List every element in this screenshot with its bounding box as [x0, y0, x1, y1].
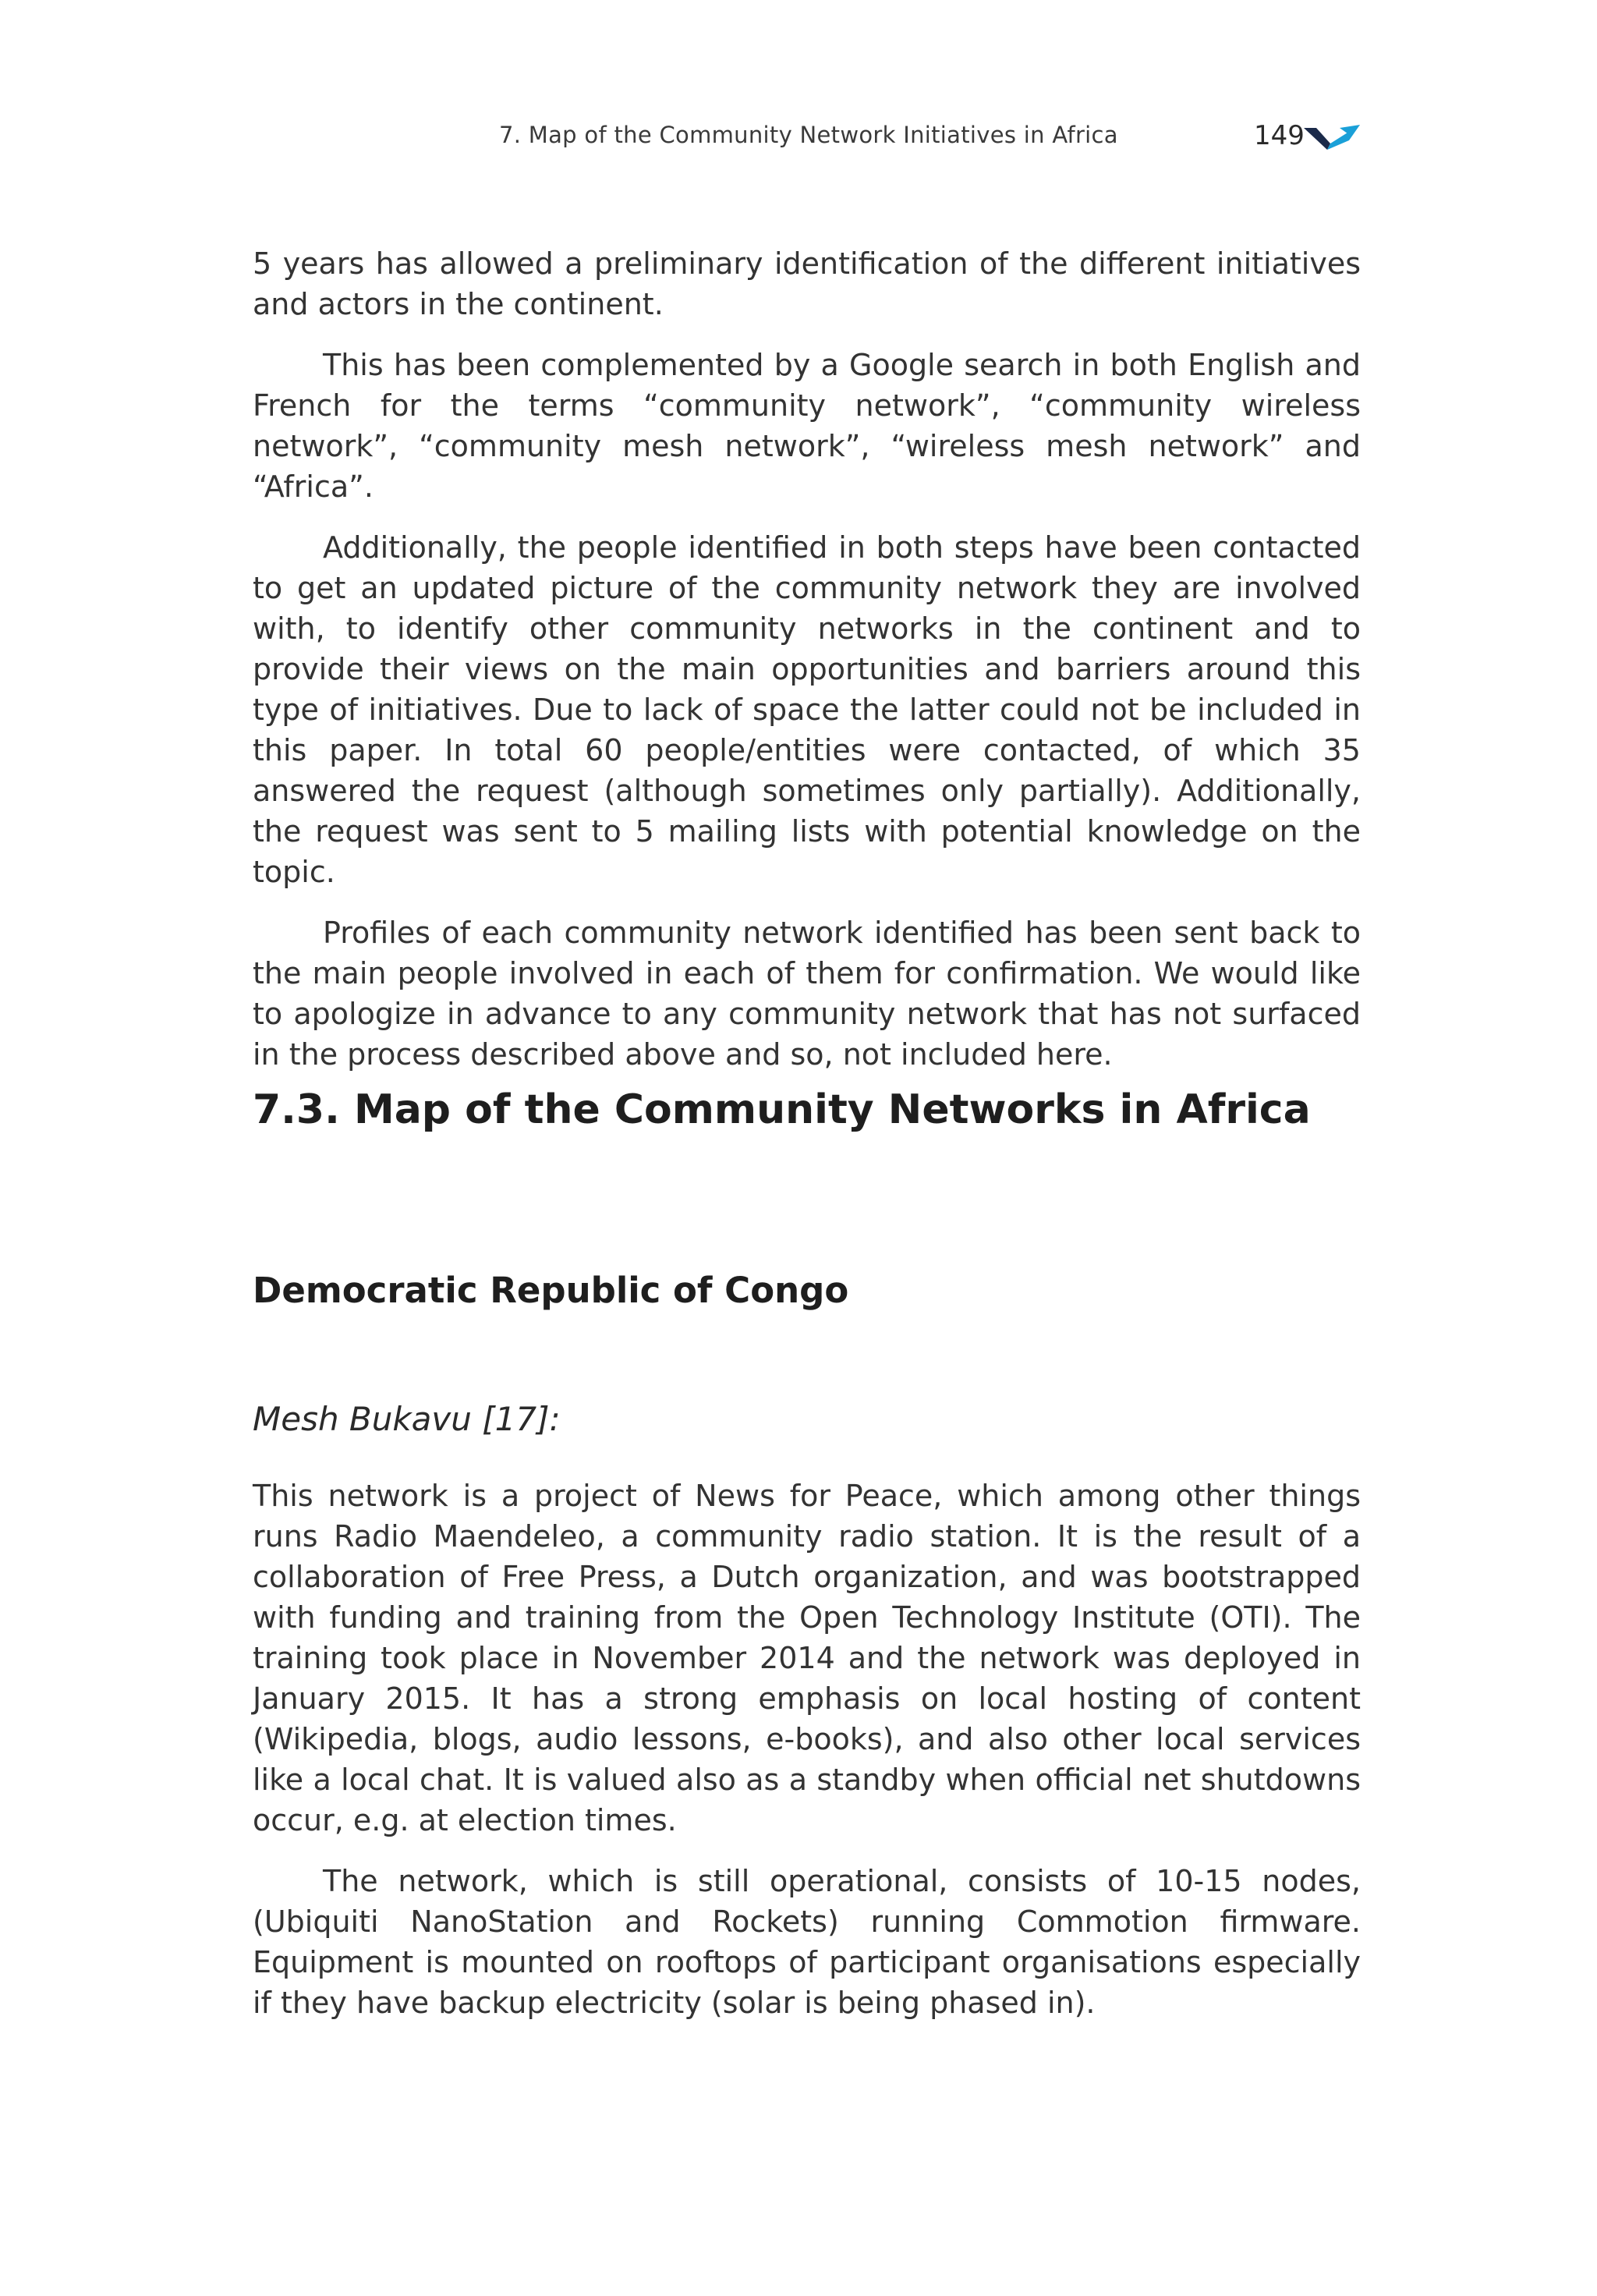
logo-blue-tip — [1340, 125, 1360, 136]
subsection-heading: Democratic Republic of Congo — [253, 1270, 849, 1311]
paragraph: Profiles of each community network identified has been sent back to the main people involved in each of them for confirmation. We would like to apologize in advance to any community network that has not surfaced in the process described above and so, not included here. — [253, 916, 1361, 1072]
paragraph: 5 years has allowed a preliminary identification of the different initiatives and actors in the continent. — [253, 246, 1361, 321]
paragraph: The network, which is still operational, consists of 10-15 nodes, (Ubiquiti NanoStation and Rockets) running Commotion firmware. Equipment is mounted on rooftops of participant organisations especially if they have backup electricity (solar is being phased in). — [253, 1864, 1361, 2020]
intro-text — [253, 243, 1361, 1095]
publisher-chevron-logo-icon — [1304, 125, 1360, 151]
paragraph: This has been complemented by a Google search in both English and French for the terms “community network”, “community wireless network”, “community mesh network”, “wireless mesh network” and “Africa”. — [253, 348, 1361, 504]
mesh-bukavu-text — [253, 1476, 1361, 2043]
logo-dark-chevron — [1304, 128, 1330, 150]
page-number: 149 — [1254, 120, 1305, 151]
subsubsection-heading: Mesh Bukavu [17]: — [253, 1400, 561, 1438]
section-heading: 7.3. Map of the Community Networks in Africa — [253, 1086, 1311, 1133]
running-header — [0, 120, 1597, 158]
paragraph: Additionally, the people identified in both steps have been contacted to get an updated picture of the community network they are involved with, to identify other community networks in the continent and to provide their views on the main opportunities and barriers around this type of initiatives. Due to lack of space the latter could not be included in this paper. In total 60 people/entities were contacted, of which 35 answered the request (although sometimes only partially). Additionally, the request was sent to 5 mailing lists with potential knowledge on the topic. — [253, 530, 1361, 889]
paragraph: This network is a project of News for Peace, which among other things runs Radio Maendeleo, a community radio station. It is the result of a collaboration of Free Press, a Dutch organization, and was bootstrapped with funding and training from the Open Technology Institute (OTI). The training took place in November 2014 and the network was deployed in January 2015. It has a strong emphasis on local hosting of content (Wikipedia, blogs, audio lessons, e-books), and also other local services like a local chat. It is valued also as a standby when official net shutdowns occur, e.g. at election times. — [253, 1479, 1361, 1837]
running-title: 7. Map of the Community Network Initiatives in Africa — [499, 122, 1118, 148]
